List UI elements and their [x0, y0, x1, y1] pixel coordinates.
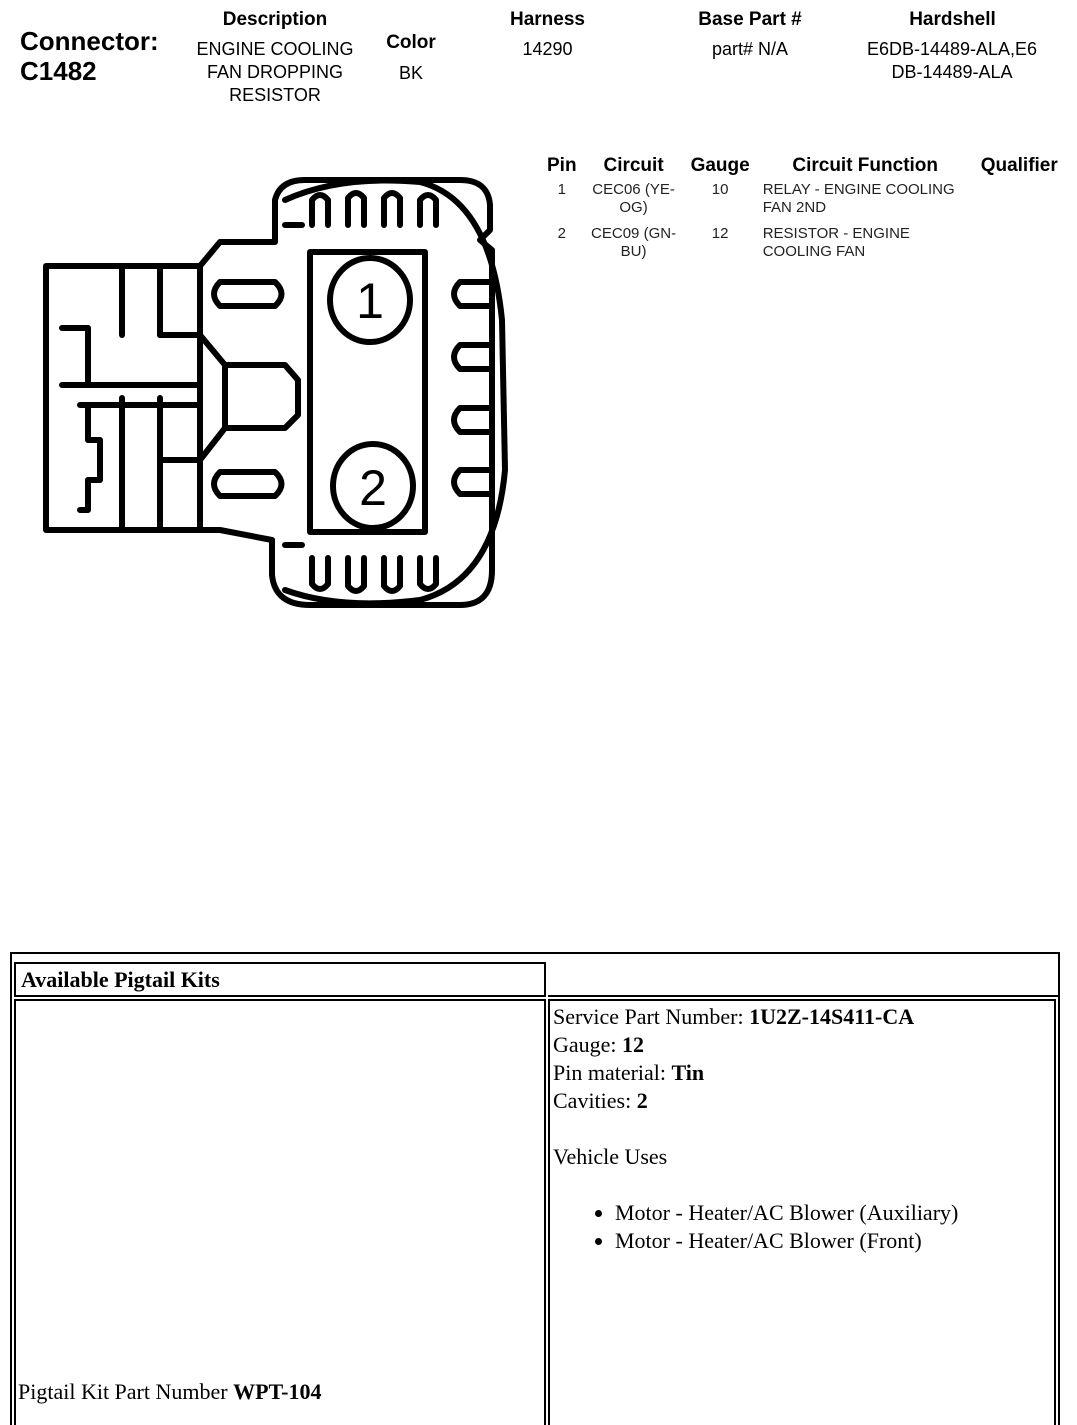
service-part-line [553, 1003, 1048, 1031]
vehicle-uses-list [553, 1199, 1048, 1255]
pin-table-header [538, 155, 1067, 181]
col-circuit-function: Circuit Function [792, 155, 939, 176]
description-value: ENGINE COOLING FAN DROPPING RESISTOR [196, 39, 354, 105]
pigtail-kit-part-line [18, 1378, 322, 1406]
hardshell-label: Hardshell [909, 9, 996, 30]
right-slot-1 [454, 282, 492, 306]
pin-1-label: 1 [356, 273, 384, 329]
gauge: 10 [711, 181, 729, 198]
qualifier [972, 181, 1067, 225]
pigtail-kits-title: Available Pigtail Kits [14, 962, 546, 997]
service-part-value: 1U2Z-14S411-CA [749, 1004, 915, 1029]
right-slot-3 [454, 408, 492, 432]
pin-material-label: Pin material: [553, 1060, 672, 1085]
vehicle-uses-label: Vehicle Uses [553, 1144, 668, 1169]
top-tooth-4 [420, 195, 436, 225]
bottom-tooth-4 [420, 558, 436, 589]
kit-gauge-label: Gauge: [553, 1032, 623, 1057]
col-qualifier: Qualifier [980, 155, 1058, 176]
table-row [538, 225, 1067, 269]
top-tooth-1 [312, 195, 328, 225]
pin-material-value: Tin [671, 1060, 705, 1085]
key-link-lower [200, 428, 225, 460]
harness-label: Harness [510, 9, 585, 30]
center-key [225, 365, 298, 428]
connector-label: Connector: [20, 26, 159, 56]
harness-value: 14290 [522, 39, 573, 59]
bottom-tooth-2 [348, 558, 364, 591]
latch-notch-upper [62, 328, 88, 385]
cavities-value: 2 [636, 1088, 648, 1113]
table-row [538, 181, 1067, 225]
circuit: CEC06 (YE-OG) [592, 181, 675, 216]
cavities-line [553, 1087, 1048, 1115]
right-slot-2 [454, 345, 492, 369]
service-part-label: Service Part Number: [553, 1004, 750, 1029]
pin-2-label: 2 [359, 460, 387, 516]
pin-number: 1 [557, 181, 566, 198]
pin-number: 2 [557, 225, 566, 242]
circuit-function: RELAY - ENGINE COOLING FAN 2ND [762, 181, 955, 216]
base-part-value: part# N/A [711, 39, 789, 59]
list-item: • Motor - Heater/AC Blower (Auxiliary) [615, 1199, 1048, 1227]
list-item: • Motor - Heater/AC Blower (Front) [615, 1227, 1048, 1255]
housing-inner-curve [285, 180, 505, 603]
hardshell-value: E6DB-14489-ALA,E6DB-14489-ALA [866, 39, 1038, 82]
connector-title [20, 26, 159, 86]
housing-outline [200, 180, 492, 605]
right-slot-4 [454, 470, 492, 494]
top-tooth-2 [348, 193, 364, 225]
qualifier [972, 225, 1067, 269]
pin-table [538, 155, 1067, 269]
key-link-upper [200, 335, 225, 365]
cavities-label: Cavities: [553, 1088, 637, 1113]
pigtail-kit-value: WPT-104 [233, 1379, 322, 1404]
color-label: Color [386, 32, 436, 53]
left-slot-2 [214, 472, 282, 496]
col-gauge: Gauge [690, 155, 750, 176]
connector-id: C1482 [20, 56, 97, 86]
latch-notch-lower [80, 405, 100, 510]
circuit: CEC09 (GN-BU) [591, 225, 677, 260]
pin-material-line [553, 1059, 1048, 1087]
circuit-function: RESISTOR - ENGINE COOLING FAN [762, 225, 910, 260]
kit-gauge-value: 12 [622, 1032, 645, 1057]
kit-image-cell [14, 999, 546, 1425]
kits-header-spacer [548, 962, 1058, 997]
color-value: BK [398, 63, 423, 83]
col-pin: Pin [547, 155, 577, 176]
top-tooth-3 [384, 193, 400, 225]
bottom-tooth-1 [312, 558, 328, 589]
pigtail-kit-label: Pigtail Kit Part Number [18, 1379, 234, 1404]
col-circuit: Circuit [603, 155, 664, 176]
left-slot-1 [214, 282, 282, 306]
connector-face-diagram [40, 170, 520, 620]
bottom-tooth-3 [384, 558, 400, 591]
kit-details [553, 1003, 1048, 1255]
gauge: 12 [711, 225, 729, 242]
gauge-line [553, 1031, 1048, 1059]
base-part-label: Base Part # [698, 9, 802, 30]
description-label: Description [222, 9, 328, 30]
